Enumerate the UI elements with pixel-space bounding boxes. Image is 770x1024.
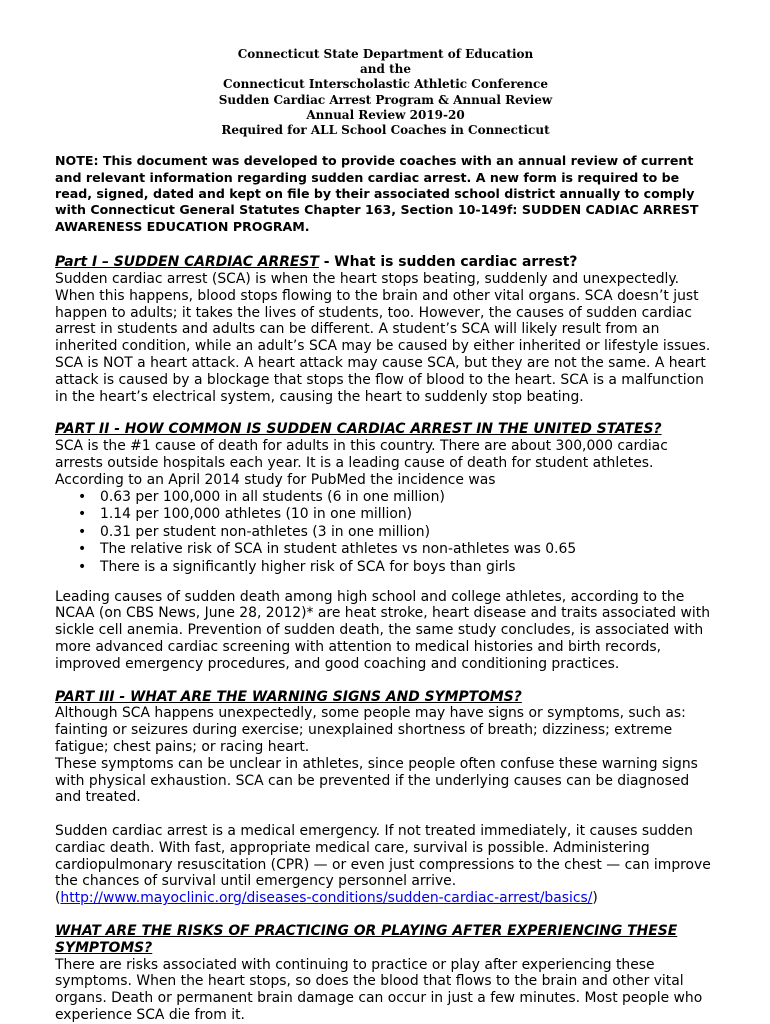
header-line-program: Sudden Cardiac Arrest Program & Annual Review bbox=[218, 92, 553, 107]
part1-heading bbox=[55, 254, 716, 271]
part3-body1: Although SCA happens unexpectedly, some people may have signs or symptoms, such as: fainting or seizures during exercise; unexplained shortness of breath; dizziness; extreme fatigue; chest pains; or racing heart. bbox=[55, 705, 686, 755]
part2-title: PART II - HOW COMMON IS SUDDEN CARDIAC ARREST IN THE UNITED STATES? bbox=[55, 421, 662, 438]
paren-close: ) bbox=[592, 890, 598, 907]
risks-heading bbox=[55, 923, 716, 957]
note-paragraph: NOTE: This document was developed to provide coaches with an annual review of current and relevant information regarding sudden cardiac arrest. A new form is required to be read, signed, dated and kept on file by their associated school district annually to comply with Connecticut General Statutes Chapter 163, Section 10-149f: SUDDEN CADIAC ARREST AWARENESS EDUCATION PROGRAM. bbox=[55, 153, 699, 234]
list-item-text: There is a significantly higher risk of SCA for boys than girls bbox=[100, 558, 516, 575]
source-citation bbox=[55, 890, 716, 907]
header-line-and: and the bbox=[360, 62, 411, 77]
list-item-text: The relative risk of SCA in student athletes vs non-athletes was 0.65 bbox=[100, 541, 577, 558]
part2-body: SCA is the #1 cause of death for adults in this country. There are about 300,000 cardiac arrests outside hospitals each year. It is a leading cause of death for student athletes. According to an April 2014 study for PubMed the incidence was bbox=[55, 438, 668, 488]
paren-open: ( bbox=[55, 890, 61, 907]
bullet-icon: • bbox=[78, 523, 87, 540]
list-item bbox=[78, 488, 716, 507]
part2-body2: Leading causes of sudden death among high school and college athletes, according to the NCAA (on CBS News, June 28, 2012)* are heat stroke, heart disease and traits associated with sickle cell anemia. Prevention of sudden death, the same study concludes, is associated with more advanced cardiac screening with attention to medical histories and birth records, improved emergency procedures, and good coaching and conditioning practices. bbox=[55, 588, 711, 672]
part1-body: Sudden cardiac arrest (SCA) is when the heart stops beating, suddenly and unexpectedly. When this happens, blood stops flowing to the brain and other vital organs. SCA doesn’t just happen to adults; it takes the lives of students, too. However, the causes of sudden cardiac arrest in students and adults can be different. A student’s SCA will likely result from an inherited condition, while an adult’s SCA may be caused by either inherited or lifestyle issues. SCA is NOT a heart attack. A heart attack may cause SCA, but they are not the same. A heart attack is caused by a blockage that stops the flow of blood to the heart. SCA is a malfunction in the heart’s electrical system, causing the heart to suddenly stop beating. bbox=[55, 271, 711, 405]
list-item-text: 0.63 per 100,000 in all students (6 in one million) bbox=[100, 488, 445, 505]
bullet-icon: • bbox=[78, 506, 87, 523]
document-header bbox=[55, 0, 716, 138]
mayoclinic-link[interactable]: http://www.mayoclinic.org/diseases-conditions/sudden-cardiac-arrest/basics/ bbox=[60, 890, 593, 907]
part3-body2: These symptoms can be unclear in athletes, since people often confuse these warning signs with physical exhaustion. SCA can be prevented if the underlying causes can be diagnosed and treated. bbox=[55, 755, 698, 806]
bullet-icon: • bbox=[78, 541, 87, 558]
part1-question: - What is sudden cardiac arrest? bbox=[318, 254, 578, 271]
risks-body: There are risks associated with continuing to practice or play after experiencing these symptoms. When the heart stops, so does the blood that flows to the brain and other vital organs. Death or permanent brain damage can occur in just a few minutes. Most people who experience SCA die from it. bbox=[55, 956, 703, 1023]
part1-title: Part I – SUDDEN CARDIAC ARREST bbox=[55, 254, 319, 271]
spacer bbox=[55, 806, 716, 823]
header-line-required: Required for ALL School Coaches in Connecticut bbox=[221, 123, 550, 138]
list-item-text: 0.31 per student non-athletes (3 in one million) bbox=[100, 523, 430, 540]
header-line-conference: Connecticut Interscholastic Athletic Conference bbox=[223, 77, 548, 92]
list-item bbox=[78, 541, 716, 559]
bullet-icon: • bbox=[78, 488, 87, 505]
bullet-icon: • bbox=[78, 558, 87, 575]
header-line-review: Annual Review 2019-20 bbox=[306, 107, 465, 122]
incidence-list bbox=[55, 489, 716, 577]
part3-heading bbox=[55, 689, 716, 706]
risks-title: WHAT ARE THE RISKS OF PRACTICING OR PLAYING AFTER EXPERIENCING THESE SYMPTOMS? bbox=[55, 922, 678, 956]
part3-title: PART III - WHAT ARE THE WARNING SIGNS AND SYMPTOMS? bbox=[55, 688, 522, 705]
list-item bbox=[78, 506, 716, 524]
part2-heading bbox=[55, 421, 716, 438]
list-item-text: 1.14 per 100,000 athletes (10 in one million) bbox=[100, 506, 413, 523]
list-item bbox=[78, 523, 716, 542]
part3-body3: Sudden cardiac arrest is a medical emergency. If not treated immediately, it causes sudden cardiac death. With fast, appropriate medical care, survival is possible. Administering cardiopulmonary resuscitation (CPR) — or even just compressions to the chest — can improve the chances of survival until emergency personnel arrive. bbox=[55, 822, 711, 890]
header-line-agency: Connecticut State Department of Education bbox=[237, 47, 534, 61]
list-item bbox=[78, 558, 716, 577]
